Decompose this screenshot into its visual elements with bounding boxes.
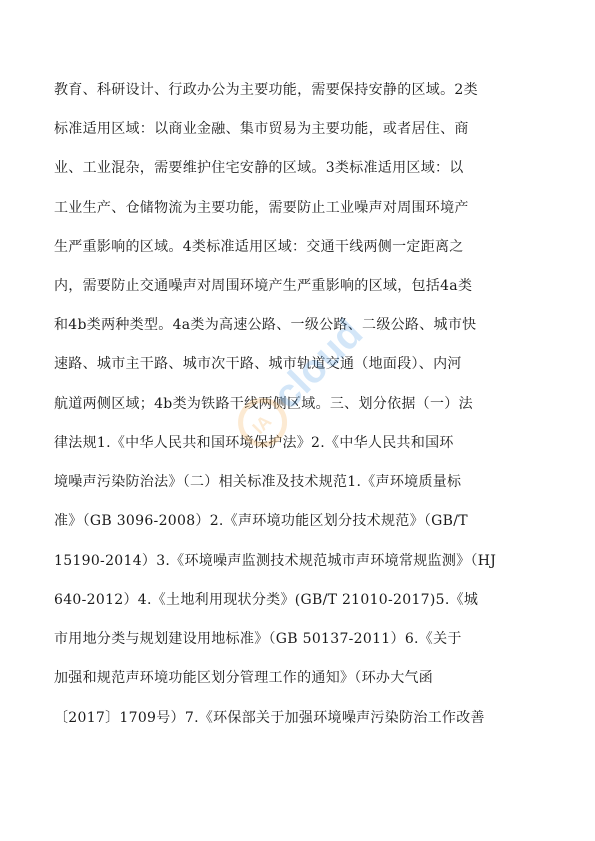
text-line: 加强和规范声环境功能区划分管理工作的通知》（环办大气函 xyxy=(54,670,434,686)
text-line: 航道两侧区域；4b类为铁路干线两侧区域。三、划分依据（一）法 xyxy=(54,396,473,412)
text-line: 内，需要防止交通噪声对周围环境产生严重影响的区域，包括4a类 xyxy=(54,278,473,294)
text-line: 准》（GB 3096-2008）2.《声环境功能区划分技术规范》（GB/T xyxy=(54,513,468,529)
watermark-text: cloud xyxy=(264,310,372,418)
text-line: 教育、科研设计、行政办公为主要功能，需要保持安静的区域。2类 xyxy=(54,82,478,98)
text-line: 15190-2014）3.《环境噪声监测技术规范城市声环境常规监测》（HJ xyxy=(54,553,497,569)
text-line: 〔2017〕1709号）7.《环保部关于加强环境噪声污染防治工作改善 xyxy=(54,710,485,726)
text-line: 和4b类两种类型。4a类为高速公路、一级公路、二级公路、城市快 xyxy=(54,317,477,333)
text-line: 标准适用区域：以商业金融、集市贸易为主要功能，或者居住、商 xyxy=(54,121,469,137)
text-line: 市用地分类与规划建设用地标准》（GB 50137-2011）6.《关于 xyxy=(54,631,462,647)
text-line: 律法规1.《中华人民共和国环境保护法》2.《中华人民共和国环 xyxy=(54,435,454,451)
text-line: 生严重影响的区域。4类标准适用区域：交通干线两侧一定距离之 xyxy=(54,239,464,255)
watermark-prefix: IA xyxy=(248,411,276,438)
text-line: 640-2012）4.《土地利用现状分类》(GB/T 21010-2017)5.《城 xyxy=(54,592,479,608)
text-line: 速路、城市主干路、城市次干路、城市轨道交通（地面段）、内河 xyxy=(54,356,462,372)
watermark-logo xyxy=(190,265,420,495)
text-line: 境噪声污染防治法》（二）相关标准及技术规范1.《声环境质量标 xyxy=(54,474,462,490)
text-line: 业、工业混杂，需要维护住宅安静的区域。3类标准适用区域：以 xyxy=(54,160,464,176)
text-line: 工业生产、仓储物流为主要功能，需要防止工业噪声对周围环境产 xyxy=(54,200,469,216)
